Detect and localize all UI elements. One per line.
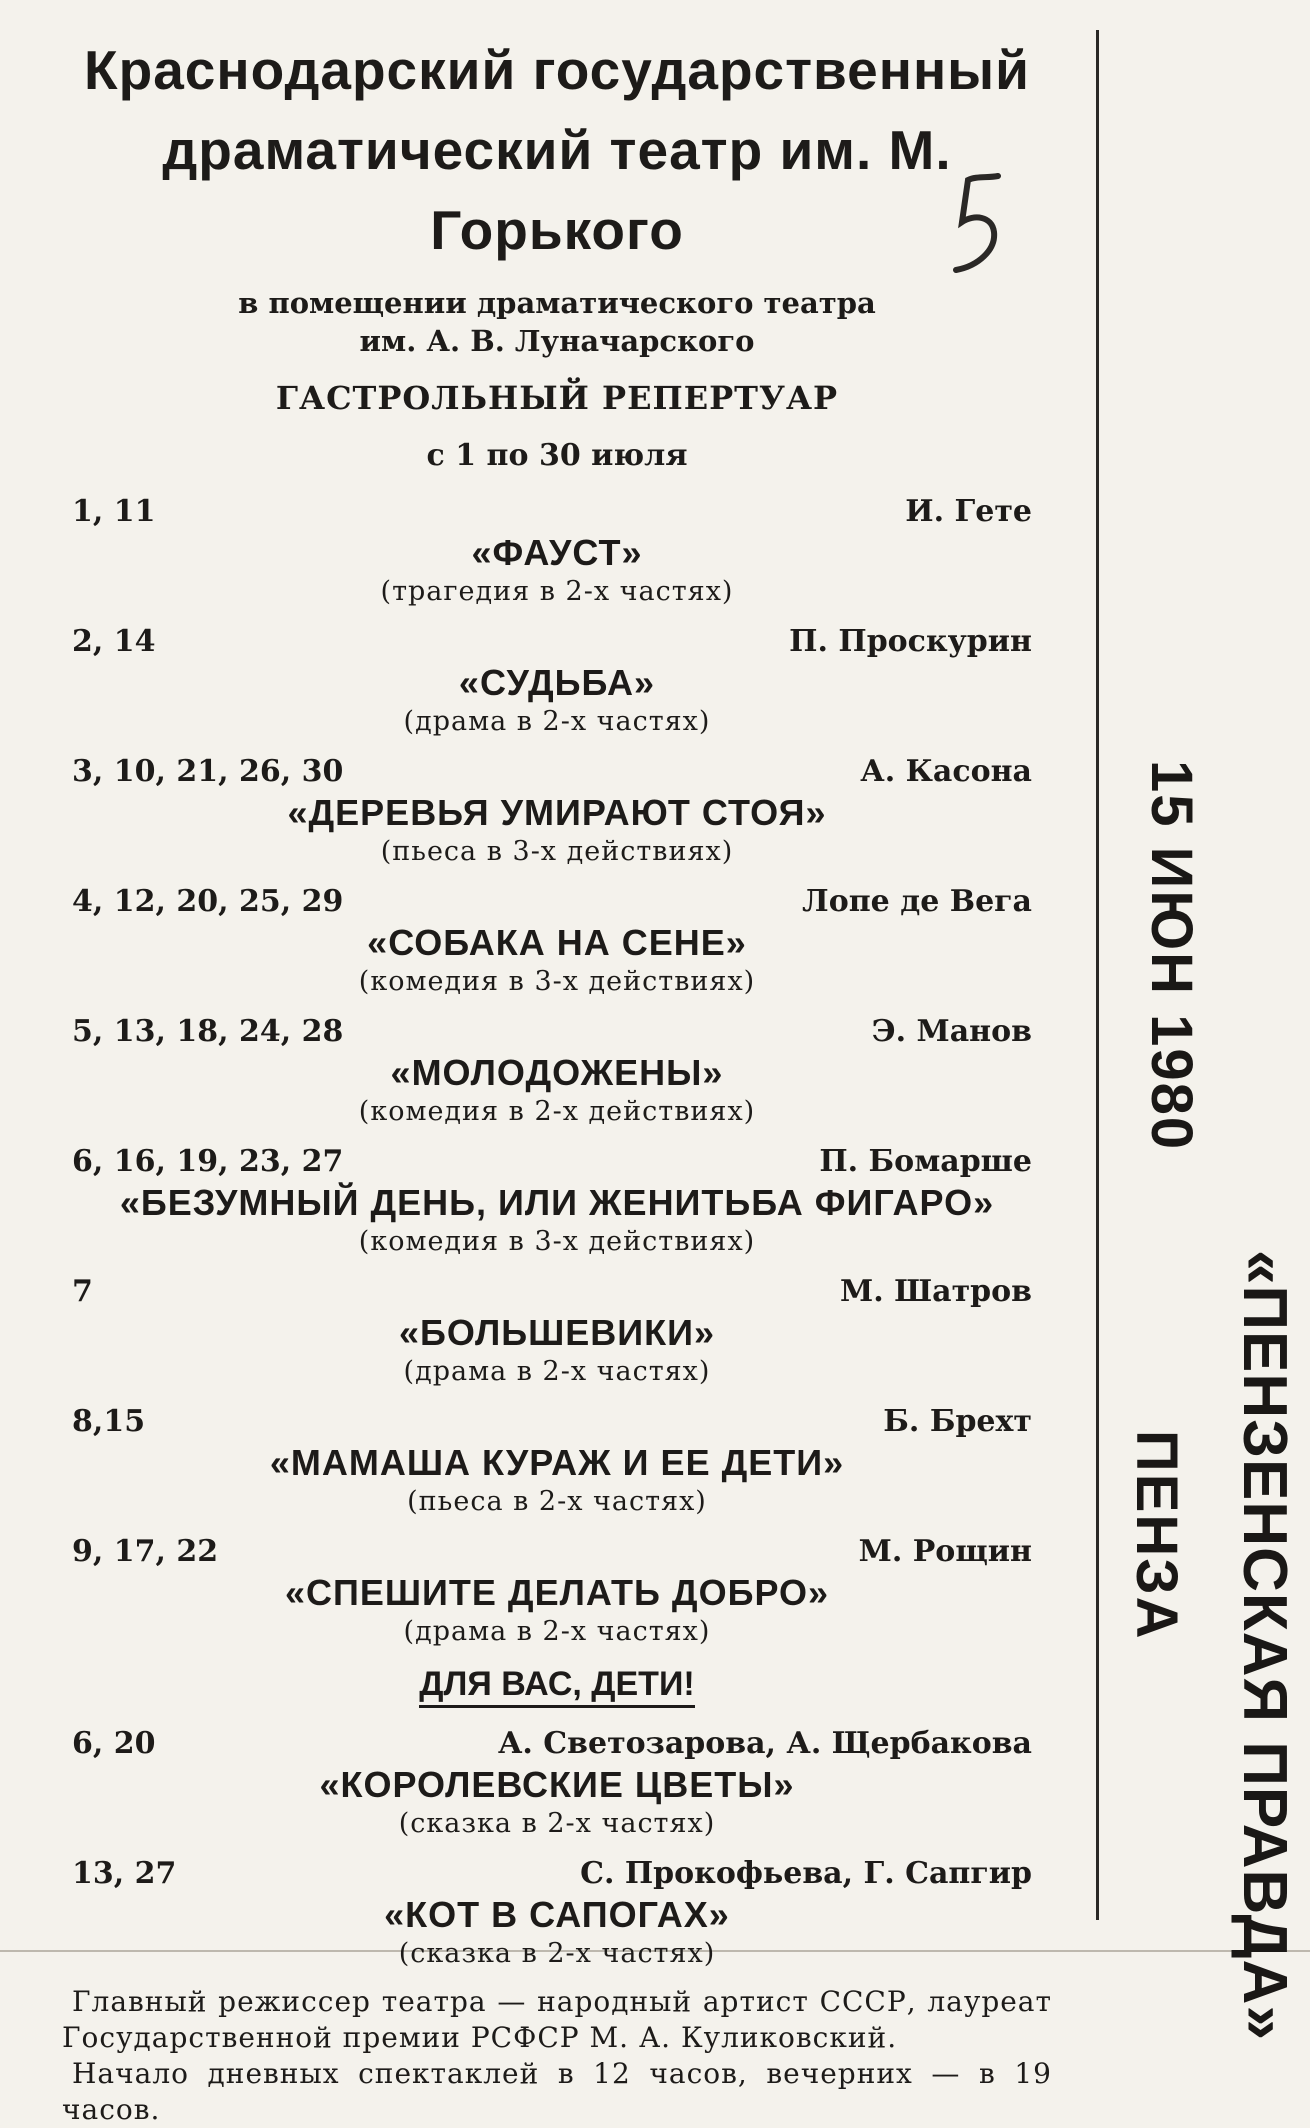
play-meta-row bbox=[62, 1012, 1052, 1052]
period-heading: с 1 по 30 июля bbox=[426, 438, 688, 473]
play-dates: 4, 12, 20, 25, 29 bbox=[72, 884, 344, 919]
play-author: И. Гете bbox=[905, 494, 1032, 529]
play-dates: 9, 17, 22 bbox=[72, 1534, 219, 1569]
theatre-title-line1: Краснодарский государственный bbox=[84, 39, 1030, 101]
children-plays-list bbox=[62, 1724, 1052, 1972]
children-section-label: ДЛЯ ВАС, ДЕТИ! bbox=[419, 1665, 694, 1708]
play-dates: 8,15 bbox=[72, 1404, 146, 1439]
stamp-city: ПЕНЗА bbox=[1124, 1430, 1189, 1641]
play-meta-row bbox=[62, 1402, 1052, 1442]
announcement-column bbox=[62, 30, 1052, 2126]
play-meta-row bbox=[62, 1142, 1052, 1182]
play-meta-row bbox=[62, 1532, 1052, 1572]
play-title: «БЕЗУМНЫЙ ДЕНЬ, ИЛИ ЖЕНИТЬБА ФИГАРО» bbox=[119, 1182, 995, 1223]
play-title: «СУДЬБА» bbox=[458, 662, 656, 703]
play-author: Б. Брехт bbox=[883, 1404, 1032, 1439]
play-meta-row bbox=[62, 882, 1052, 922]
play-author: С. Прокофьева, Г. Сапгир bbox=[580, 1856, 1032, 1891]
plays-list bbox=[62, 492, 1052, 1650]
play-meta-row bbox=[62, 1854, 1052, 1894]
play-entry bbox=[62, 752, 1052, 870]
play-author: М. Шатров bbox=[840, 1274, 1032, 1309]
play-author: П. Бомарше bbox=[819, 1144, 1032, 1179]
play-author: Э. Манов bbox=[871, 1014, 1032, 1049]
play-dates: 2, 14 bbox=[72, 624, 156, 659]
play-dates: 3, 10, 21, 26, 30 bbox=[72, 754, 344, 789]
play-title: «МОЛОДОЖЕНЫ» bbox=[390, 1052, 724, 1093]
play-title: «ФАУСТ» bbox=[471, 532, 643, 573]
play-entry bbox=[62, 622, 1052, 740]
play-title: «КОТ В САПОГАХ» bbox=[384, 1894, 730, 1935]
play-title: «БОЛЬШЕВИКИ» bbox=[398, 1312, 716, 1353]
play-genre: (пьеса в 2-х частях) bbox=[407, 1486, 707, 1517]
play-author: Лопе де Вега bbox=[802, 884, 1032, 919]
play-genre: (комедия в 3-х действиях) bbox=[358, 966, 756, 997]
play-entry bbox=[62, 1854, 1052, 1972]
play-entry bbox=[62, 492, 1052, 610]
play-dates: 5, 13, 18, 24, 28 bbox=[72, 1014, 344, 1049]
play-genre: (трагедия в 2-х частях) bbox=[380, 576, 734, 607]
venue-line2: им. А. В. Луначарского bbox=[359, 324, 755, 358]
play-meta-row bbox=[62, 492, 1052, 532]
play-title: «ДЕРЕВЬЯ УМИРАЮТ СТОЯ» bbox=[287, 792, 827, 833]
footer-notes bbox=[62, 1984, 1052, 2128]
play-genre: (сказка в 2-х частях) bbox=[398, 1808, 716, 1839]
play-dates: 7 bbox=[72, 1274, 93, 1309]
play-genre: (сказка в 2-х частях) bbox=[398, 1938, 716, 1969]
play-genre: (драма в 2-х частях) bbox=[403, 706, 711, 737]
play-title: «КОРОЛЕВСКИЕ ЦВЕТЫ» bbox=[319, 1764, 795, 1805]
play-author: А. Светозарова, А. Щербакова bbox=[497, 1726, 1032, 1761]
repertoire-heading: ГАСТРОЛЬНЫЙ РЕПЕРТУАР bbox=[275, 379, 839, 417]
play-entry bbox=[62, 1724, 1052, 1842]
play-entry bbox=[62, 882, 1052, 1000]
play-author: П. Проскурин bbox=[789, 624, 1032, 659]
play-genre: (пьеса в 3-х действиях) bbox=[380, 836, 734, 867]
play-entry bbox=[62, 1532, 1052, 1650]
play-meta-row bbox=[62, 1272, 1052, 1312]
play-title: «МАМАША КУРАЖ И ЕЕ ДЕТИ» bbox=[269, 1442, 845, 1483]
play-meta-row bbox=[62, 1724, 1052, 1764]
play-genre: (драма в 2-х частях) bbox=[403, 1616, 711, 1647]
play-genre: (комедия в 2-х действиях) bbox=[358, 1096, 756, 1127]
children-section-heading bbox=[62, 1662, 1052, 1706]
play-author: А. Касона bbox=[860, 754, 1032, 789]
play-title: «СОБАКА НА СЕНЕ» bbox=[367, 922, 747, 963]
play-dates: 1, 11 bbox=[72, 494, 156, 529]
theatre-title-line2: драматический театр им. М. Горького bbox=[162, 119, 952, 261]
play-genre: (комедия в 3-х действиях) bbox=[358, 1226, 756, 1257]
stamp-newspaper: «ПЕНЗЕНСКАЯ ПРАВДА» bbox=[1230, 1250, 1299, 2041]
play-dates: 6, 16, 19, 23, 27 bbox=[72, 1144, 344, 1179]
play-genre: (драма в 2-х частях) bbox=[403, 1356, 711, 1387]
footer-director: Главный режиссер театра — народный артист СССР, лауреат Государственной премии РСФСР М. А. Куликовский. bbox=[62, 1985, 1052, 2054]
play-entry bbox=[62, 1402, 1052, 1520]
stamp-date: 15 ИЮН 1980 bbox=[1139, 760, 1204, 1152]
play-entry bbox=[62, 1142, 1052, 1260]
play-entry bbox=[62, 1272, 1052, 1390]
play-title: «СПЕШИТЕ ДЕЛАТЬ ДОБРО» bbox=[284, 1572, 830, 1613]
column-divider bbox=[1096, 30, 1099, 1920]
footer-schedule: Начало дневных спектаклей в 12 часов, вечерних — в 19 часов. bbox=[62, 2057, 1052, 2126]
play-entry bbox=[62, 1012, 1052, 1130]
play-meta-row bbox=[62, 752, 1052, 792]
play-dates: 13, 27 bbox=[72, 1856, 177, 1891]
play-author: М. Рощин bbox=[858, 1534, 1032, 1569]
play-dates: 6, 20 bbox=[72, 1726, 156, 1761]
venue-line1: в помещении драматического театра bbox=[238, 286, 876, 320]
play-meta-row bbox=[62, 622, 1052, 662]
